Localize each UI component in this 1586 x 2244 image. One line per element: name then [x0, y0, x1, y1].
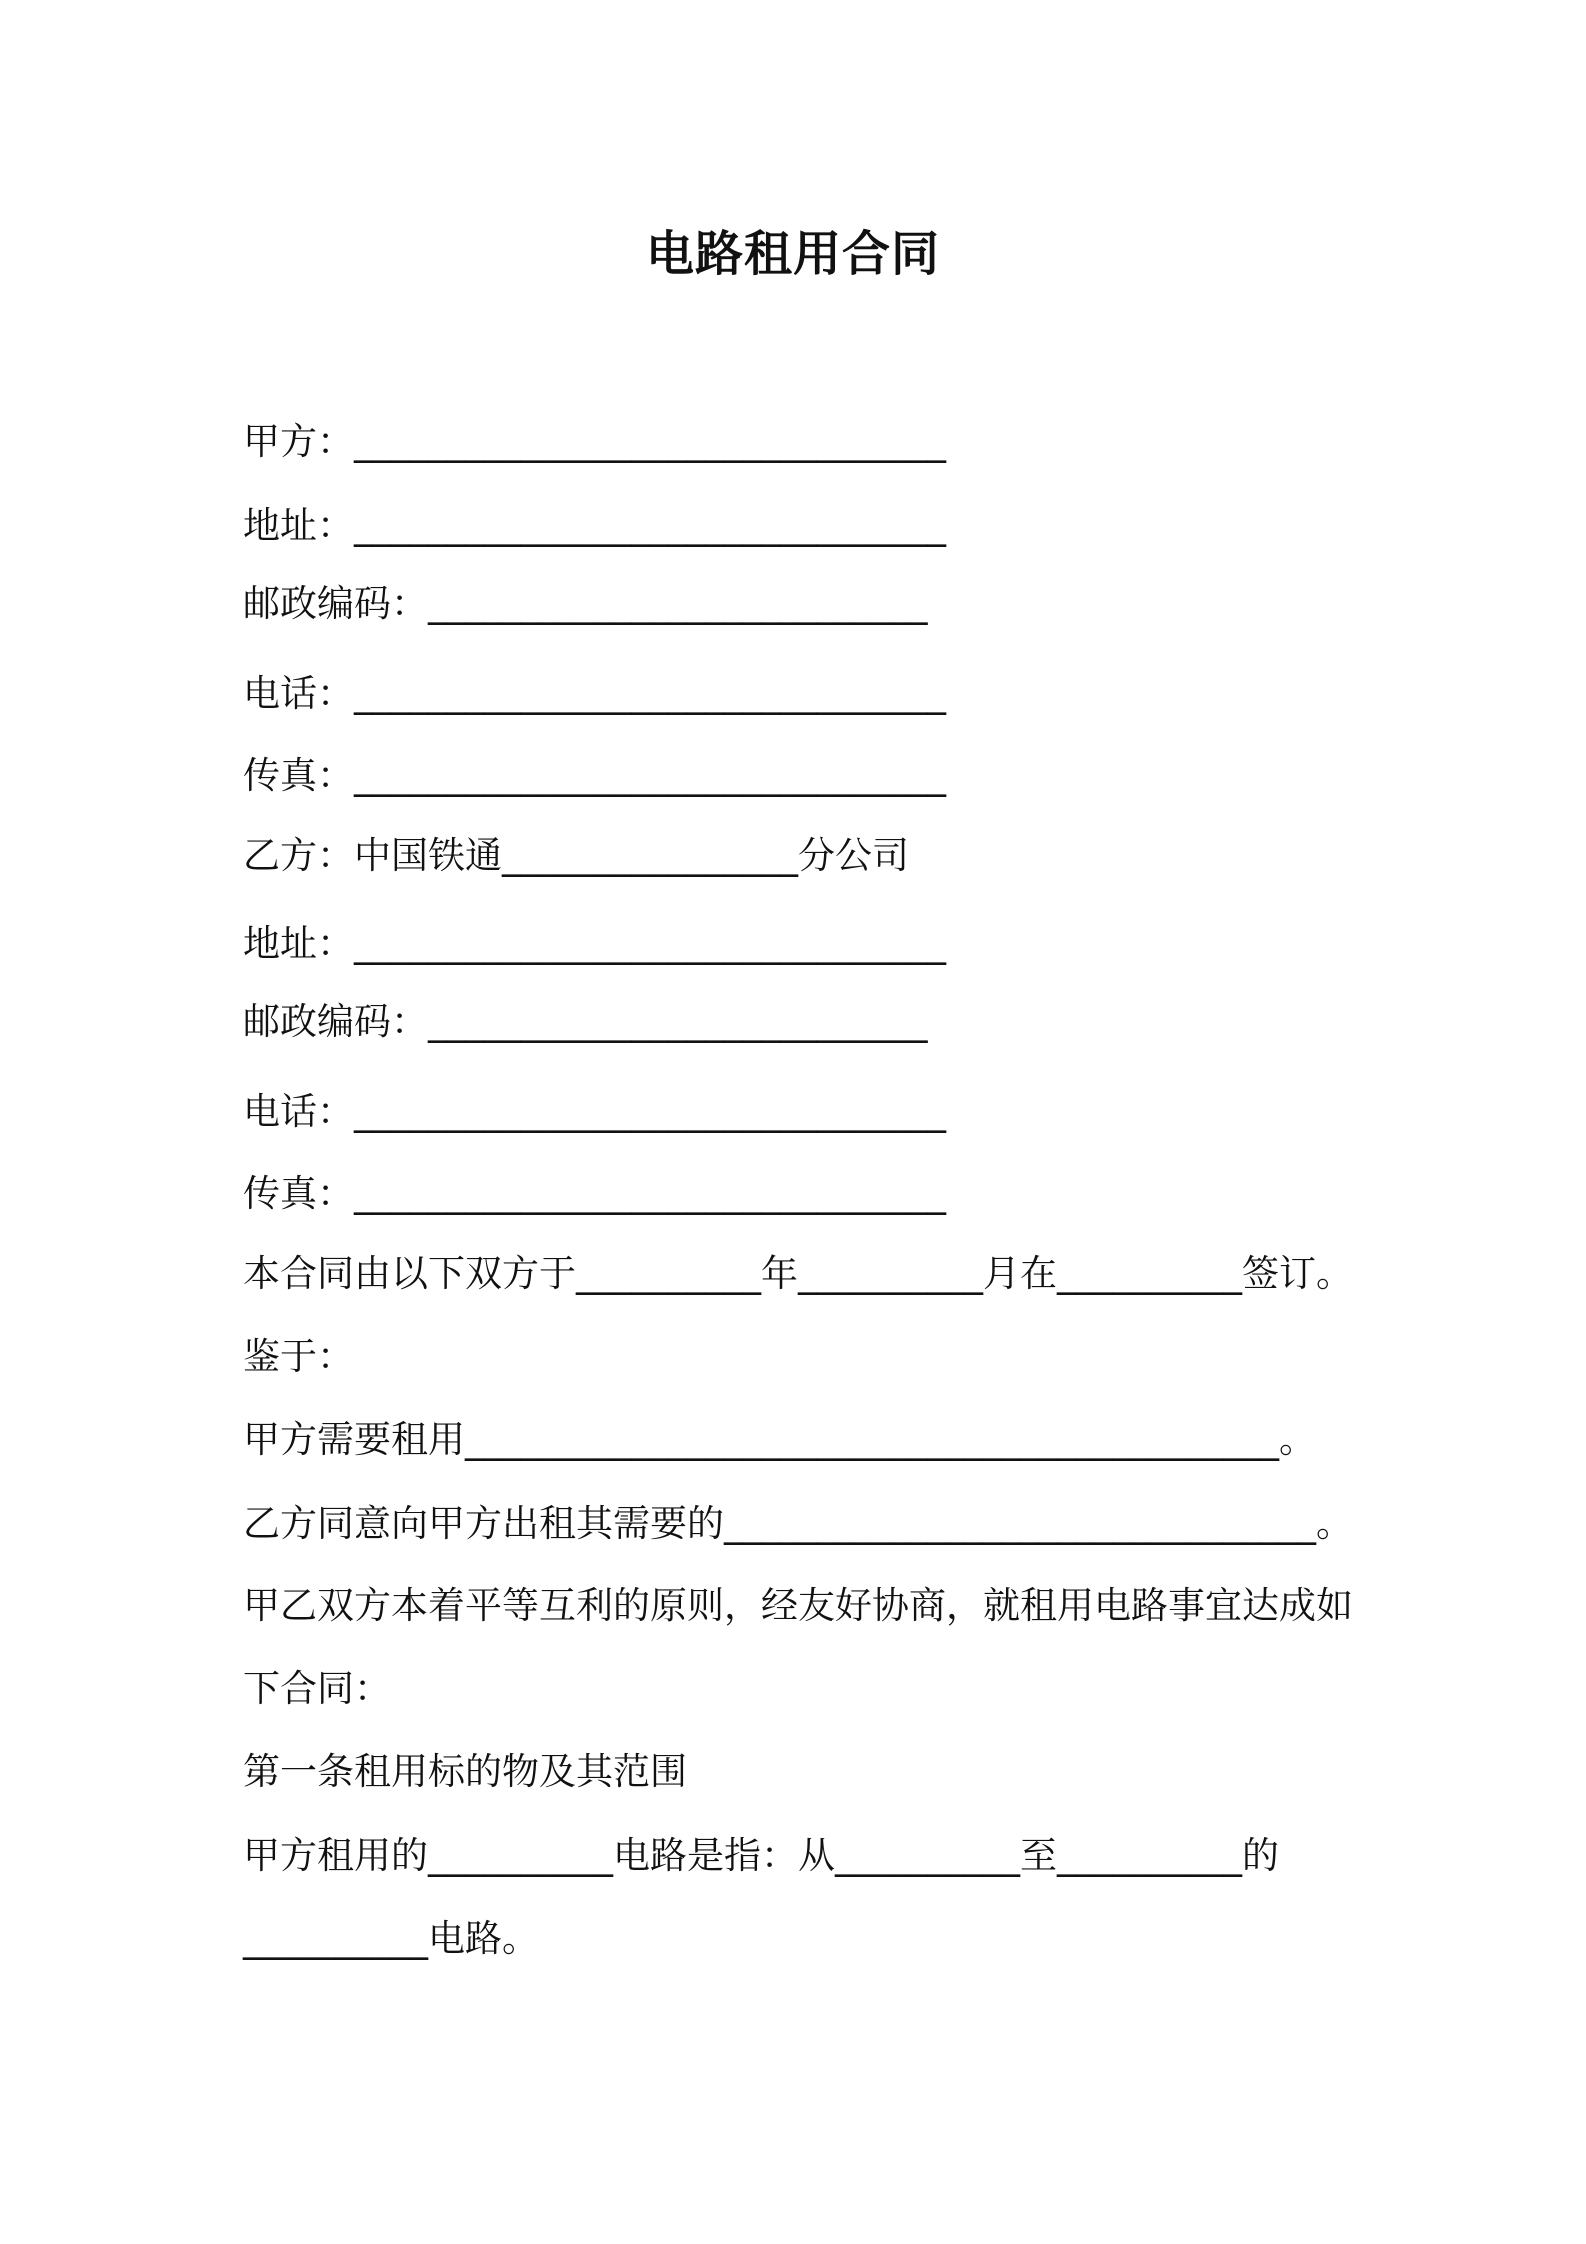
clause-party-b-agree: 乙方同意向甲方出租其需要的________________________________。	[243, 1502, 1353, 1545]
signing-statement: 本合同由以下双方于__________年__________月在__________签订。	[243, 1252, 1353, 1295]
party-a-fax-field: 传真：________________________________	[243, 754, 946, 797]
article-1-text-line-1: 甲方租用的__________电路是指：从__________至__________的	[243, 1834, 1279, 1877]
party-b-phone-field: 电话：________________________________	[243, 1090, 946, 1133]
party-a-name-field: 甲方：________________________________	[243, 420, 946, 463]
party-a-phone-field: 电话：________________________________	[243, 672, 946, 715]
document-title: 电路租用合同	[645, 226, 940, 282]
party-b-fax-field: 传真：________________________________	[243, 1172, 946, 1215]
principle-line-2: 下合同：	[243, 1667, 391, 1710]
party-b-postcode-field: 邮政编码：___________________________	[243, 1000, 928, 1043]
principle-line-1: 甲乙双方本着平等互利的原则，经友好协商，就租用电路事宜达成如	[243, 1584, 1353, 1627]
article-1-text-line-2: __________电路。	[243, 1917, 539, 1960]
party-b-address-field: 地址：________________________________	[243, 922, 946, 965]
article-1-title: 第一条租用标的物及其范围	[243, 1750, 687, 1793]
party-a-address-field: 地址：________________________________	[243, 504, 946, 547]
party-b-name-field: 乙方：中国铁通________________分公司	[243, 834, 909, 877]
party-a-postcode-field: 邮政编码：___________________________	[243, 582, 928, 625]
whereas-heading: 鉴于：	[243, 1335, 354, 1378]
clause-party-a-need: 甲方需要租用____________________________________________。	[243, 1418, 1316, 1461]
